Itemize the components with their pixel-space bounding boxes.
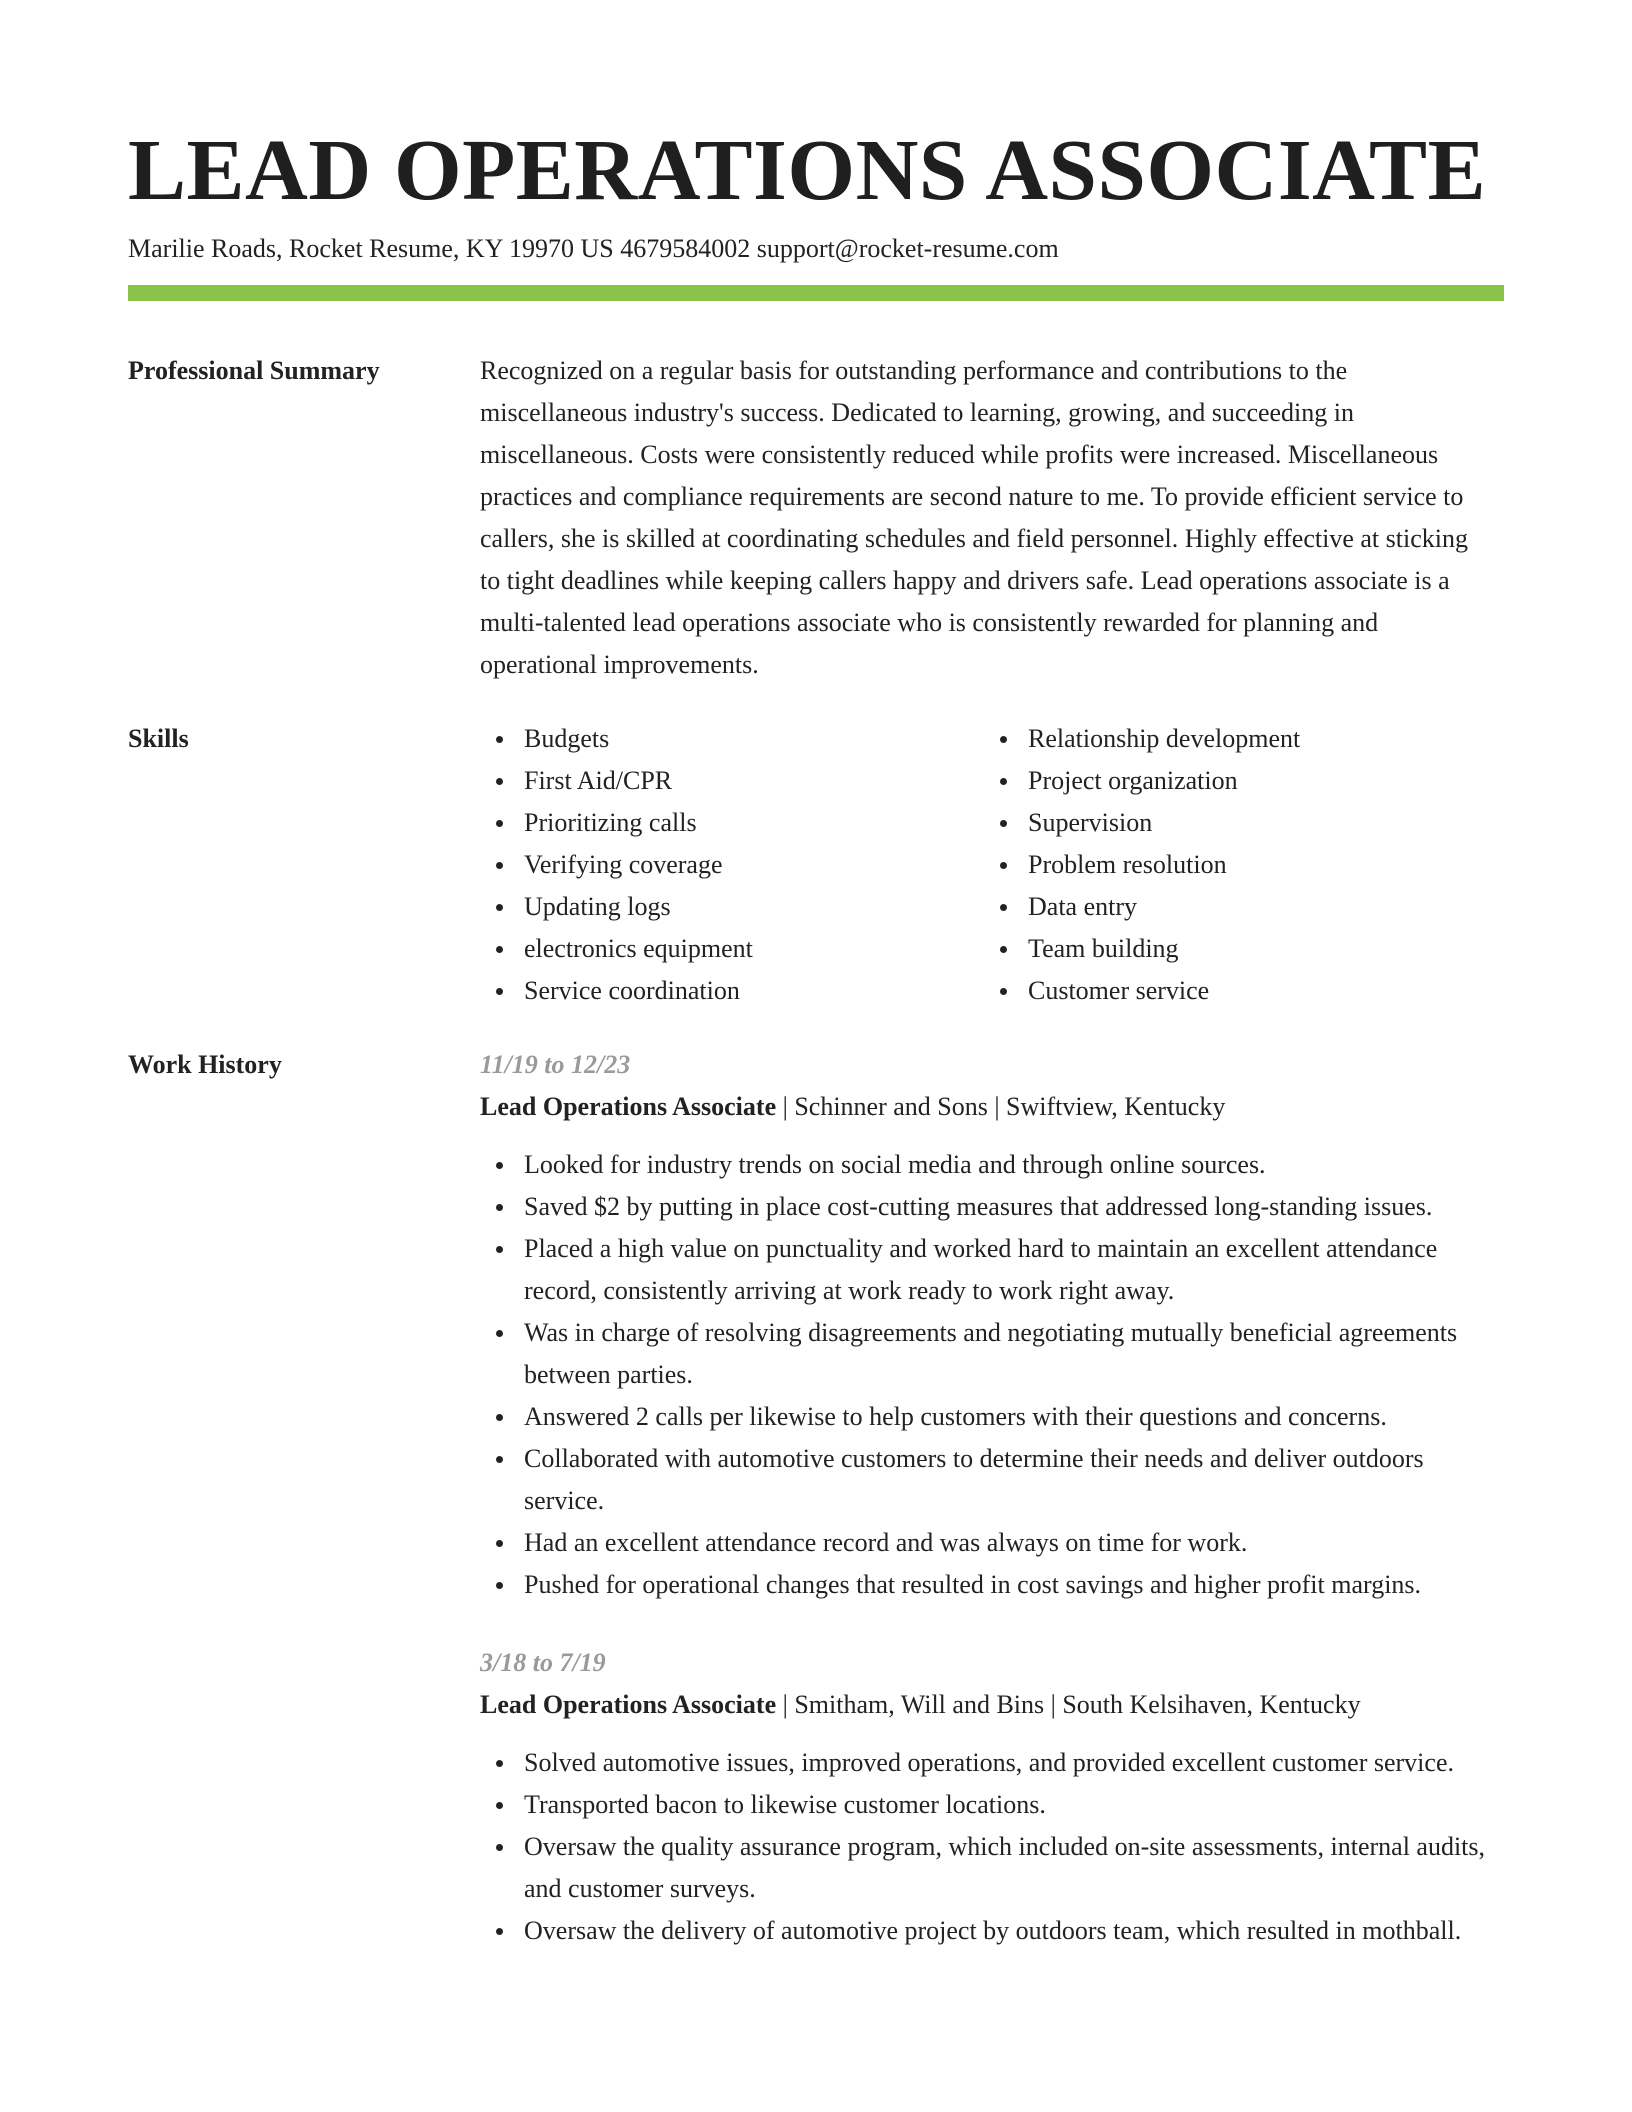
- job-heading: [480, 1086, 1490, 1128]
- job-title: Lead Operations Associate: [480, 1690, 777, 1719]
- job-dates: 3/18 to 7/19: [480, 1648, 606, 1677]
- section-label-work: Work History: [128, 1050, 282, 1079]
- skill-item: Project organization: [984, 760, 1484, 802]
- skills-column-left: [480, 718, 980, 1012]
- job-bullet: Placed a high value on punctuality and worked hard to maintain an excellent attendance record, consistently arriving at work ready to work right away.: [480, 1228, 1490, 1312]
- job-entry: [480, 1044, 1490, 1606]
- skill-item: Problem resolution: [984, 844, 1484, 886]
- job-bullet: Had an excellent attendance record and was always on time for work.: [480, 1522, 1490, 1564]
- job-bullet: Saved $2 by putting in place cost-cutting measures that addressed long-standing issues.: [480, 1186, 1490, 1228]
- job-bullet: Transported bacon to likewise customer locations.: [480, 1784, 1490, 1826]
- skill-item: Verifying coverage: [480, 844, 980, 886]
- skill-item: Prioritizing calls: [480, 802, 980, 844]
- skill-item: Relationship development: [984, 718, 1484, 760]
- job-details: | Smitham, Will and Bins | South Kelsihaven, Kentucky: [776, 1690, 1361, 1719]
- job-bullet: Oversaw the delivery of automotive project by outdoors team, which resulted in mothball.: [480, 1910, 1490, 1952]
- skill-item: Supervision: [984, 802, 1484, 844]
- job-bullet: Collaborated with automotive customers to determine their needs and deliver outdoors service.: [480, 1438, 1490, 1522]
- work-body: [480, 1044, 1490, 1952]
- job-heading: [480, 1684, 1490, 1726]
- job-bullet: Was in charge of resolving disagreements and negotiating mutually beneficial agreements between parties.: [480, 1312, 1490, 1396]
- skill-item: Customer service: [984, 970, 1484, 1012]
- job-entry: [480, 1642, 1490, 1952]
- skill-item: Data entry: [984, 886, 1484, 928]
- contact-info: Marilie Roads, Rocket Resume, KY 19970 US 4679584002 support@rocket-resume.com: [128, 234, 1059, 263]
- skill-item: Team building: [984, 928, 1484, 970]
- skill-item: electronics equipment: [480, 928, 980, 970]
- summary-text: Recognized on a regular basis for outstanding performance and contributions to the miscellaneous industry's success. Dedicated to learning, growing, and succeeding in miscellaneous. Costs were consistently reduced while profits were increased. Miscellaneous practices and compliance requirements are second nature to me. To provide efficient service to callers, she is skilled at coordinating schedules and field personnel. Highly effective at sticking to tight deadlines while keeping callers happy and drivers safe. Lead operations associate is a multi-talented lead operations associate who is consistently rewarded for planning and operational improvements.: [480, 356, 1468, 679]
- section-label-summary: Professional Summary: [128, 356, 380, 385]
- skill-item: Service coordination: [480, 970, 980, 1012]
- section-label-skills: Skills: [128, 724, 189, 753]
- job-dates: 11/19 to 12/23: [480, 1050, 631, 1079]
- skill-item: First Aid/CPR: [480, 760, 980, 802]
- job-bullet: Answered 2 calls per likewise to help customers with their questions and concerns.: [480, 1396, 1490, 1438]
- job-bullet: Pushed for operational changes that resulted in cost savings and higher profit margins.: [480, 1564, 1490, 1606]
- job-bullets: [480, 1144, 1490, 1606]
- job-title: Lead Operations Associate: [480, 1092, 777, 1121]
- job-bullets: [480, 1742, 1490, 1952]
- skill-item: Budgets: [480, 718, 980, 760]
- resume-title: LEAD OPERATIONS ASSOCIATE: [128, 121, 1487, 218]
- header-divider: [128, 285, 1504, 301]
- job-bullet: Oversaw the quality assurance program, which included on-site assessments, internal audits, and customer surveys.: [480, 1826, 1490, 1910]
- job-bullet: Looked for industry trends on social media and through online sources.: [480, 1144, 1490, 1186]
- job-bullet: Solved automotive issues, improved operations, and provided excellent customer service.: [480, 1742, 1490, 1784]
- job-details: | Schinner and Sons | Swiftview, Kentucky: [776, 1092, 1226, 1121]
- skills-column-right: [984, 718, 1484, 1012]
- skill-item: Updating logs: [480, 886, 980, 928]
